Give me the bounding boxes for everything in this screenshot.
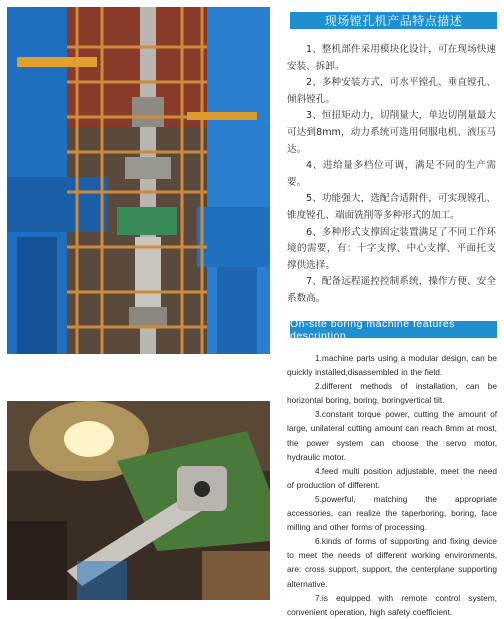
cn-feature-item: 5、功能强大，选配合适附件，可实现镗孔、锥度镗孔、端面铣削等多种形式的加工。 [287, 193, 496, 221]
cn-section-title: 现场镗孔机产品特点描述 [290, 12, 497, 29]
cn-feature-item: 6、多种形式支撑固定装置满足了不同工作环境的需要，有：十字支撑、中心支撑、平面托支撑供选择。 [287, 226, 496, 271]
en-feature-item: 5.powerful, matching the appropriate accessories, can realize the taperboring, boring, face milling and other forms of processing. [287, 493, 497, 533]
en-feature-item: 6.kinds of forms of supporting and fixing device to meet the needs of different working environments, are: cross support, support, the centerplane supporting alternative. [287, 536, 497, 589]
cn-feature-item: 2、多种安装方式，可水平镗孔、垂直镗孔、倾斜镗孔。 [287, 77, 496, 105]
cn-feature-item: 1、整机部件采用模块化设计，可在现场快速安装、拆卸。 [287, 44, 496, 72]
en-feature-item: 2.different methods of installation, can be horizontal boring, boring, boringvertical tilt. [287, 381, 497, 406]
en-feature-item: 7.is equipped with remote control system, convenient operation, high safety coefficient. [287, 592, 497, 617]
vertical-boring-photo [7, 7, 270, 354]
cn-feature-item: 4、进给量多档位可调，满足不同的生产需要。 [287, 160, 496, 188]
horizontal-boring-photo [7, 401, 270, 600]
en-feature-item: 3.constant torque power, cutting the amount of large, unilateral cutting amount can reach 8mm at most, the power system can choose the servo motor, hydraulic motor. [287, 409, 497, 462]
en-feature-list [287, 351, 497, 619]
cn-feature-item: 3、恒扭矩动力，切削量大，单边切削量最大可达到8mm，动力系统可选用伺服电机、液压马达。 [287, 110, 496, 155]
cn-feature-list [287, 42, 496, 308]
cn-feature-item: 7、配备远程遥控控制系统，操作方便、安全系数高。 [287, 276, 496, 304]
en-section-title: On-site boring machine features description [290, 321, 497, 338]
en-feature-item: 1.machine parts using a modular design, can be quickly installed,disassembled in the field. [287, 353, 497, 378]
en-feature-item: 4.feed multi position adjustable, meet the need of production of different. [287, 465, 497, 490]
